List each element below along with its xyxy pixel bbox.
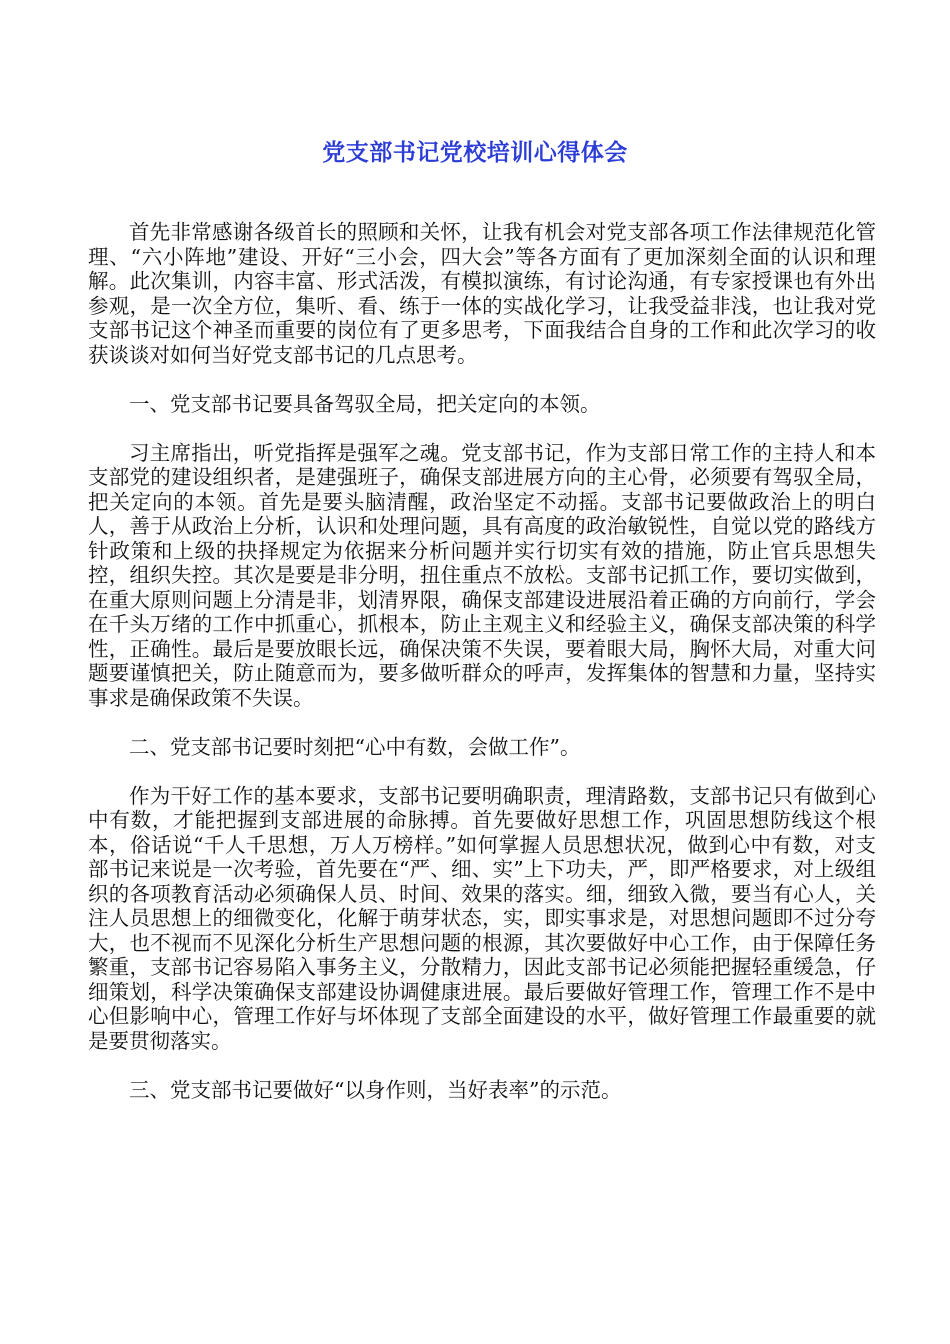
document-title: 党支部书记党校培训心得体会 — [322, 140, 628, 166]
document-body — [88, 220, 876, 1102]
paragraph-section-1: 习主席指出，听党指挥是强军之魂。党支部书记，作为支部日常工作的主持人和本支部党的建设组织者，是建强班子，确保支部进展方向的主心骨，必须要有驾驭全局，把关定向的本领。首先是要头脑清醒，政治坚定不动摇。支部书记要做政治上的明白人，善于从政治上分析，认识和处理问题，具有高度的政治敏锐性，自觉以党的路线方针政策和上级的抉择规定为依据来分析问题并实行切实有效的措施，防止官兵思想失控，组织失控。其次是要是非分明，扭住重点不放松。支部书记抓工作，要切实做到，在重大原则问题上分清是非，划清界限，确保支部建设进展沿着正确的方向前行，学会在千头万绪的工作中抓重心，抓根本，防止主观主义和经验主义，确保支部决策的科学性，正确性。最后是要放眼长远，确保决策不失误，要着眼大局，胸怀大局，对重大问题要谨慎把关，防止随意而为，要多做听群众的呼声，发挥集体的智慧和力量，坚持实事求是确保政策不失误。 — [88, 440, 876, 710]
heading-section-1: 一、党支部书记要具备驾驭全局，把关定向的本领。 — [129, 391, 601, 416]
heading-section-3: 三、党支部书记要做好“以身作则，当好表率”的示范。 — [129, 1077, 622, 1102]
paragraph-section-2: 作为干好工作的基本要求，支部书记要明确职责，理清路数，支部书记只有做到心中有数，才能把握到支部进展的命脉搏。首先要做好思想工作，巩固思想防线这个根本，俗话说“千人千思想，万人万榜样。”如何掌握人员思想状况，做到心中有数，对支部书记来说是一次考验，首先要在“严、细、实”上下功夫，严，即严格要求，对上级组织的各项教育活动必须确保人员、时间、效果的落实。细，细致入微，要当有心人，关注人员思想上的细微变化，化解于萌芽状态，实，即实事求是，对思想问题即不过分夸大，也不视而不见深化分析生产思想问题的根源，其次要做好中心工作，由于保障任务繁重，支部书记容易陷入事务主义，分散精力，因此支部书记必须能把握轻重缓急，仔细策划，科学决策确保支部建设协调健康进展。最后要做好管理工作，管理工作不是中心但影响中心，管理工作好与坏体现了支部全面建设的水平，做好管理工作最重要的就是要贯彻落实。 — [88, 783, 876, 1053]
paragraph-intro: 首先非常感谢各级首长的照顾和关怀，让我有机会对党支部各项工作法律规范化管理、“六小阵地”建设、开好“三小会，四大会”等各方面有了更加深刻全面的认识和理解。此次集训，内容丰富、形式活泼，有模拟演练，有讨论沟通，有专家授课也有外出参观，是一次全方位，集听、看、练于一体的实战化学习，让我受益非浅，也让我对党支部书记这个神圣而重要的岗位有了更多思考，下面我结合自身的工作和此次学习的收获谈谈对如何当好党支部书记的几点思考。 — [88, 220, 876, 367]
heading-section-2: 二、党支部书记要时刻把“心中有数，会做工作”。 — [129, 734, 581, 759]
